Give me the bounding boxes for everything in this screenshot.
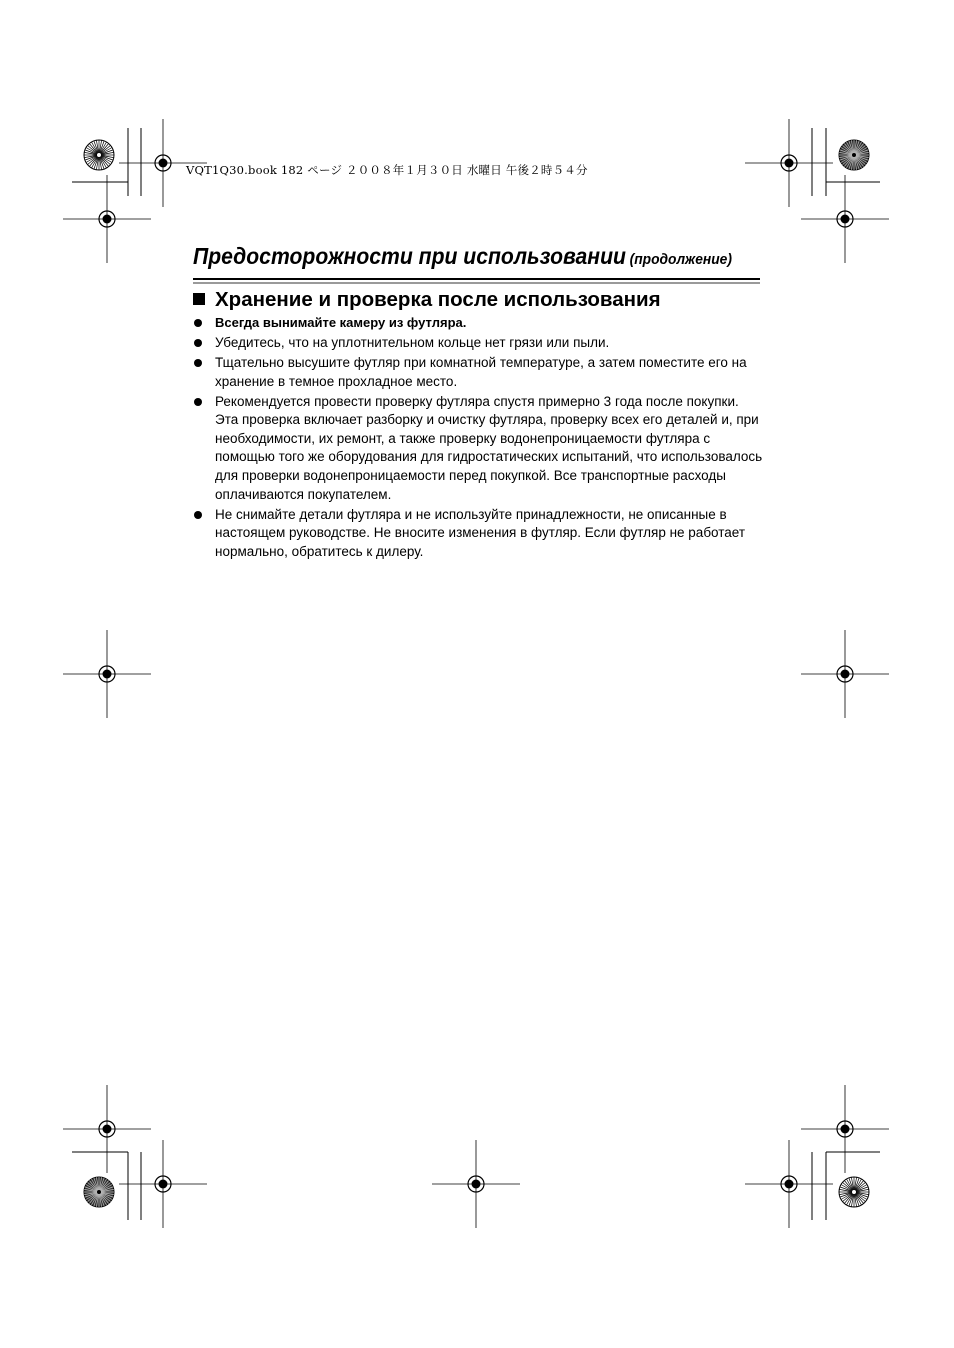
header-rule [193, 278, 760, 280]
square-bullet-icon [193, 293, 205, 305]
list-item [193, 314, 763, 333]
page-title-main: Предосторожности при использовании [193, 243, 626, 269]
star-target-icon [839, 1177, 869, 1207]
list-item-text: Убедитесь, что на уплотнительном кольце нет грязи или пыли. [215, 334, 610, 350]
registration-mark-icon [63, 175, 151, 263]
section-heading [193, 286, 661, 314]
page-header [193, 240, 760, 284]
star-target-icon [84, 1177, 114, 1207]
list-item-text: Рекомендуется провести проверку футляра спустя примерно 3 года после покупки. Эта проверка включает разборку и очистку футляра, проверку всех его деталей и, при необходимости, их ремонт, а также проверку водонепроницаемости футляра с помощью того же оборудования для гидростатических испытаний, что использовалось для проверки водонепроницаемости перед покупкой. Все транспортные расходы оплачиваются покупателем. [215, 393, 763, 502]
registration-mark-icon [801, 630, 889, 718]
list-item [193, 334, 763, 353]
header-rule-gray [193, 282, 760, 284]
bullet-icon [194, 511, 202, 519]
registration-mark-icon [119, 1140, 207, 1228]
bullet-icon [194, 398, 202, 406]
star-target-icon [84, 140, 114, 170]
page-title [193, 240, 732, 276]
list-item [193, 393, 763, 505]
list-item-text: Всегда вынимайте камеру из футляра. [215, 315, 467, 330]
list-item [193, 506, 763, 562]
registration-mark-icon [432, 1140, 520, 1228]
registration-mark-icon [745, 119, 833, 207]
page-title-continued: (продолжение) [629, 251, 732, 268]
registration-mark-icon [63, 1085, 151, 1173]
list-item [193, 354, 763, 391]
precaution-list [193, 314, 763, 563]
bullet-icon [194, 339, 202, 347]
registration-mark-icon [63, 630, 151, 718]
star-target-icon [839, 140, 869, 170]
bullet-icon [194, 319, 202, 327]
registration-mark-icon [801, 175, 889, 263]
bullet-icon [194, 359, 202, 367]
registration-mark-icon [745, 1140, 833, 1228]
file-slug: VQT1Q30.book 182 ページ ２００８年１月３０日 水曜日 午後２時５４分 [186, 163, 588, 177]
list-item-text: Тщательно высушите футляр при комнатной температуре, а затем поместите его на хранение в темное прохладное место. [215, 354, 747, 389]
section-heading-text: Хранение и проверка после использования [215, 288, 661, 311]
list-item-text: Не снимайте детали футляра и не используйте принадлежности, не описанные в настоящем руководстве. Не вносите изменения в футляр. Если футляр не работает нормально, обратитесь к дилеру. [215, 506, 746, 559]
registration-mark-icon [801, 1085, 889, 1173]
